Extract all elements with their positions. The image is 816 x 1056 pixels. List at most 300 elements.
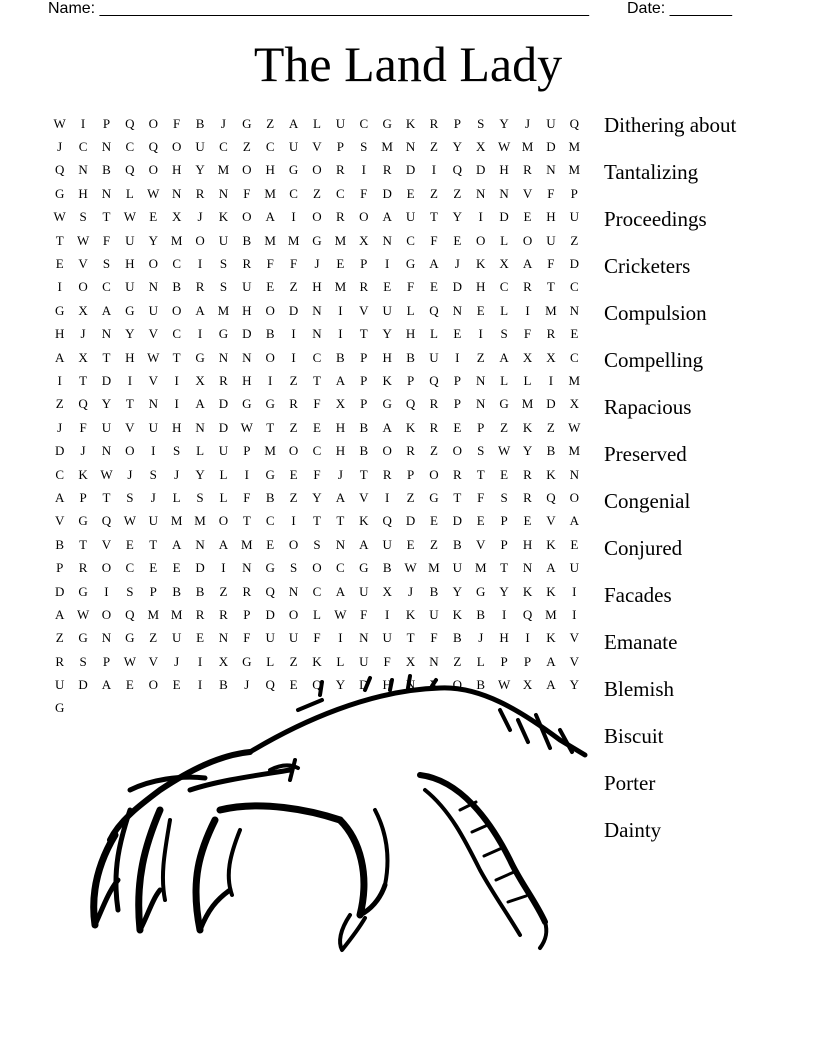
grid-cell: J <box>314 256 320 272</box>
grid-cell: I <box>338 326 343 342</box>
grid-cell: N <box>476 396 486 412</box>
grid-cell: G <box>78 513 88 529</box>
grid-cell: M <box>568 372 581 388</box>
grid-cell: E <box>125 677 134 693</box>
grid-cell: Z <box>500 419 509 435</box>
grid-cell: M <box>147 606 160 622</box>
grid-cell: W <box>123 209 136 225</box>
grid-cell: X <box>499 256 509 272</box>
grid-cell: V <box>55 513 65 529</box>
grid-cell: R <box>78 560 88 576</box>
grid-cell: D <box>359 677 369 693</box>
grid-cell: N <box>522 560 533 576</box>
grid-cell: C <box>219 139 228 155</box>
grid-cell: F <box>547 256 555 272</box>
grid-cell: N <box>335 536 346 552</box>
grid-cell: S <box>500 489 508 505</box>
grid-cell: V <box>125 419 135 435</box>
grid-cell: A <box>195 396 205 412</box>
grid-cell: J <box>174 466 180 482</box>
grid-cell: I <box>455 349 460 365</box>
grid-cell: N <box>312 326 322 342</box>
grid-cell: I <box>478 326 483 342</box>
grid-cell: R <box>406 443 415 459</box>
grid-cell: I <box>384 256 390 272</box>
grid-cell: L <box>429 326 438 342</box>
grid-cell: N <box>359 630 369 646</box>
grid-cell: L <box>125 185 134 201</box>
grid-cell: N <box>382 232 392 248</box>
grid-cell: I <box>361 162 366 178</box>
grid-cell: K <box>546 630 556 646</box>
grid-cell: Q <box>148 139 158 155</box>
grid-cell: G <box>476 583 486 599</box>
grid-cell: L <box>500 232 509 248</box>
grid-cell: Q <box>546 489 556 505</box>
grid-cell: T <box>79 536 88 552</box>
grid-cell: G <box>242 115 252 131</box>
grid-cell: I <box>291 349 296 365</box>
grid-cell: K <box>382 372 392 388</box>
grid-cell: C <box>102 279 111 295</box>
grid-cell: W <box>100 466 113 482</box>
grid-cell: H <box>476 279 486 295</box>
grid-cell: V <box>476 536 486 552</box>
grid-cell: C <box>172 256 181 272</box>
grid-cell: U <box>171 630 182 646</box>
grid-cell: O <box>78 279 88 295</box>
grid-cell: B <box>219 677 228 693</box>
grid-cell: P <box>56 560 64 576</box>
grid-cell: D <box>405 513 416 529</box>
word-list-item: Dithering about <box>604 113 737 137</box>
grid-cell: H <box>242 372 252 388</box>
grid-cell: G <box>382 396 392 412</box>
grid-cell: W <box>123 513 136 529</box>
grid-cell: P <box>336 139 344 155</box>
grid-cell: O <box>171 302 182 318</box>
grid-cell: N <box>101 185 112 201</box>
grid-cell: Q <box>382 513 392 529</box>
grid-cell: T <box>266 419 275 435</box>
grid-cell: K <box>452 606 463 622</box>
grid-cell: Y <box>148 232 158 248</box>
grid-cell: L <box>172 489 181 505</box>
grid-cell: E <box>429 279 438 295</box>
grid-cell: Q <box>312 677 322 693</box>
grid-cell: D <box>452 279 463 295</box>
grid-cell: X <box>522 677 533 693</box>
grid-cell: G <box>265 466 275 482</box>
grid-cell: X <box>522 349 533 365</box>
grid-cell: M <box>170 513 183 529</box>
grid-cell: X <box>569 396 579 412</box>
grid-cell: O <box>265 302 275 318</box>
grid-cell: C <box>336 560 345 576</box>
grid-cell: N <box>101 630 112 646</box>
grid-cell: W <box>497 677 511 693</box>
grid-cell: X <box>382 583 392 599</box>
grid-cell: Z <box>429 443 438 459</box>
grid-cell: O <box>148 677 158 693</box>
grid-cell: B <box>453 536 462 552</box>
word-list-item: Cricketers <box>604 254 691 278</box>
grid-cell: V <box>359 302 369 318</box>
grid-cell: M <box>545 606 557 622</box>
grid-cell: N <box>499 185 509 201</box>
grid-cell: E <box>476 302 485 318</box>
grid-cell: V <box>569 653 579 669</box>
grid-cell: I <box>174 372 179 388</box>
grid-cell: D <box>405 162 416 178</box>
grid-cell: A <box>522 256 533 272</box>
grid-cell: M <box>521 139 534 155</box>
grid-cell: U <box>288 139 299 155</box>
grid-cell: I <box>478 209 483 225</box>
grid-cell: G <box>429 489 439 505</box>
grid-cell: F <box>547 185 555 201</box>
grid-cell: G <box>382 115 392 131</box>
grid-cell: E <box>149 209 158 225</box>
grid-cell: Y <box>312 489 322 505</box>
grid-cell: L <box>196 443 205 459</box>
grid-cell: F <box>406 279 415 295</box>
grid-cell: M <box>217 162 230 178</box>
grid-cell: I <box>525 302 530 318</box>
grid-cell: P <box>360 349 368 365</box>
grid-cell: L <box>336 653 345 669</box>
date-field <box>627 0 732 18</box>
grid-cell: U <box>382 630 392 646</box>
grid-cell: I <box>151 443 156 459</box>
grid-cell: R <box>55 653 65 669</box>
grid-cell: M <box>287 232 300 248</box>
grid-cell: X <box>171 209 182 225</box>
grid-cell: Y <box>195 466 205 482</box>
grid-cell: T <box>102 489 111 505</box>
grid-cell: O <box>101 560 112 576</box>
grid-cell: P <box>453 372 461 388</box>
grid-cell: B <box>195 583 205 599</box>
grid-cell: U <box>195 139 205 155</box>
grid-cell: O <box>312 560 322 576</box>
grid-cell: B <box>382 560 392 576</box>
grid-cell: S <box>219 256 228 272</box>
grid-cell: B <box>429 583 439 599</box>
grid-cell: P <box>453 115 461 131</box>
grid-cell: I <box>221 560 226 576</box>
grid-cell: W <box>123 653 136 669</box>
grid-cell: Q <box>101 513 112 529</box>
grid-cell: K <box>522 583 533 599</box>
grid-cell: S <box>477 115 485 131</box>
grid-cell: Z <box>55 630 64 646</box>
grid-cell: Z <box>476 349 485 365</box>
grid-cell: H <box>546 209 556 225</box>
date-label: Date: <box>627 0 670 17</box>
grid-cell: W <box>497 443 511 459</box>
grid-cell: V <box>148 372 158 388</box>
grid-cell: W <box>76 606 90 622</box>
grid-cell: A <box>288 115 299 131</box>
grid-cell: T <box>500 560 509 576</box>
grid-cell: R <box>195 279 205 295</box>
grid-cell: B <box>359 443 369 459</box>
grid-cell: D <box>55 583 65 599</box>
grid-cell: J <box>337 466 343 482</box>
grid-cell: O <box>101 606 112 622</box>
grid-cell: W <box>53 209 66 225</box>
grid-cell: J <box>57 139 63 155</box>
grid-cell: T <box>429 209 438 225</box>
grid-cell: G <box>55 185 65 201</box>
grid-cell: U <box>125 279 135 295</box>
grid-cell: C <box>265 139 275 155</box>
grid-cell: R <box>382 162 392 178</box>
grid-cell: U <box>429 606 439 622</box>
grid-cell: P <box>406 372 415 388</box>
grid-cell: U <box>546 232 556 248</box>
grid-cell: K <box>405 606 416 622</box>
grid-cell: M <box>217 302 230 318</box>
grid-cell: H <box>55 326 65 342</box>
grid-cell: M <box>568 162 581 178</box>
grid-cell: O <box>148 115 158 131</box>
grid-cell: Z <box>289 489 298 505</box>
grid-cell: V <box>101 536 112 552</box>
grid-cell: D <box>546 396 556 412</box>
grid-cell: M <box>264 232 276 248</box>
grid-cell: I <box>197 653 203 669</box>
grid-cell: S <box>173 443 181 459</box>
grid-cell: I <box>572 583 577 599</box>
grid-cell: O <box>195 232 205 248</box>
grid-cell: Z <box>406 489 415 505</box>
grid-cell: J <box>408 583 414 599</box>
grid-cell: D <box>476 162 486 178</box>
grid-cell: E <box>125 536 134 552</box>
grid-cell: P <box>570 185 578 201</box>
grid-cell: R <box>523 162 532 178</box>
grid-cell: D <box>546 139 556 155</box>
grid-cell: A <box>335 489 346 505</box>
grid-cell: A <box>546 560 556 576</box>
letter-grid <box>48 112 586 720</box>
grid-cell: J <box>80 443 86 459</box>
grid-cell: A <box>101 302 112 318</box>
grid-cell: B <box>265 489 275 505</box>
grid-cell: E <box>500 466 509 482</box>
grid-cell: Z <box>453 653 462 669</box>
grid-cell: Q <box>265 677 275 693</box>
grid-cell: H <box>382 677 392 693</box>
grid-cell: Y <box>125 326 135 342</box>
grid-cell: Y <box>452 209 463 225</box>
grid-cell: K <box>312 653 322 669</box>
grid-cell: C <box>125 560 135 576</box>
grid-cell: C <box>172 326 181 342</box>
grid-cell: U <box>125 232 135 248</box>
claw-icon <box>40 660 600 960</box>
grid-cell: U <box>359 653 369 669</box>
grid-cell: N <box>101 443 112 459</box>
grid-cell: T <box>102 209 111 225</box>
grid-cell: O <box>312 162 322 178</box>
grid-cell: L <box>219 489 228 505</box>
grid-cell: Z <box>149 630 158 646</box>
grid-cell: W <box>53 115 66 131</box>
grid-cell: N <box>171 185 182 201</box>
grid-cell: F <box>313 396 321 412</box>
grid-cell: O <box>312 209 322 225</box>
grid-cell: Y <box>382 326 392 342</box>
grid-cell: U <box>218 232 229 248</box>
grid-cell: J <box>220 115 226 131</box>
grid-cell: P <box>500 653 508 669</box>
grid-cell: D <box>569 256 579 272</box>
grid-cell: I <box>104 583 109 599</box>
grid-cell: J <box>454 256 460 272</box>
grid-cell: F <box>523 326 532 342</box>
grid-cell: Q <box>405 396 416 412</box>
grid-cell: Z <box>570 232 579 248</box>
grid-cell: T <box>79 372 88 388</box>
grid-cell: L <box>406 302 415 318</box>
grid-cell: I <box>525 630 530 646</box>
grid-cell: O <box>148 256 158 272</box>
grid-cell: E <box>570 326 579 342</box>
grid-cell: I <box>291 513 296 529</box>
grid-cell: R <box>359 279 369 295</box>
grid-cell: H <box>125 349 135 365</box>
grid-cell: N <box>101 139 112 155</box>
grid-cell: I <box>197 677 203 693</box>
grid-cell: E <box>196 630 205 646</box>
grid-cell: B <box>453 630 462 646</box>
grid-cell: M <box>241 536 253 552</box>
grid-cell: Q <box>265 583 275 599</box>
grid-cell: Q <box>522 606 533 622</box>
grid-cell: G <box>78 630 88 646</box>
grid-cell: K <box>405 419 416 435</box>
word-list-item: Compulsion <box>604 301 707 325</box>
grid-cell: H <box>125 256 135 272</box>
grid-cell: A <box>101 677 112 693</box>
grid-cell: E <box>55 256 64 272</box>
grid-cell: E <box>172 560 181 576</box>
grid-cell: T <box>359 466 368 482</box>
grid-cell: V <box>569 630 579 646</box>
grid-cell: W <box>76 232 90 248</box>
grid-cell: A <box>546 677 556 693</box>
grid-cell: T <box>149 536 158 552</box>
grid-cell: I <box>548 372 554 388</box>
grid-cell: Z <box>313 185 321 201</box>
grid-cell: Z <box>453 185 462 201</box>
grid-cell: I <box>57 279 62 295</box>
grid-cell: B <box>265 326 275 342</box>
grid-cell: X <box>359 232 369 248</box>
grid-cell: O <box>218 513 229 529</box>
grid-cell: I <box>174 396 179 412</box>
grid-cell: T <box>313 372 321 388</box>
grid-cell: U <box>148 513 158 529</box>
grid-cell: C <box>406 232 415 248</box>
grid-cell: J <box>478 630 484 646</box>
grid-cell: R <box>336 162 345 178</box>
grid-cell: P <box>360 256 368 272</box>
grid-cell: U <box>242 279 252 295</box>
grid-cell: K <box>546 536 556 552</box>
grid-cell: E <box>289 677 298 693</box>
grid-cell: Y <box>452 139 463 155</box>
grid-cell: H <box>171 419 182 435</box>
grid-cell: T <box>406 630 415 646</box>
grid-cell: Q <box>569 115 579 131</box>
grid-cell: X <box>476 139 486 155</box>
grid-cell: R <box>429 115 439 131</box>
grid-cell: N <box>405 139 416 155</box>
grid-cell: S <box>79 653 87 669</box>
name-field <box>48 0 589 18</box>
grid-cell: A <box>499 349 509 365</box>
grid-cell: Q <box>125 115 135 131</box>
grid-cell: Y <box>569 677 579 693</box>
grid-cell: I <box>291 209 296 225</box>
grid-cell: D <box>101 372 112 388</box>
grid-cell: K <box>78 466 88 482</box>
grid-cell: W <box>147 185 160 201</box>
grid-cell: X <box>218 653 229 669</box>
grid-cell: E <box>172 677 181 693</box>
grid-cell: T <box>313 513 321 529</box>
grid-cell: V <box>359 489 369 505</box>
grid-cell: W <box>334 606 347 622</box>
grid-cell: U <box>359 583 369 599</box>
grid-cell: G <box>195 349 205 365</box>
grid-cell: B <box>546 443 556 459</box>
grid-cell: F <box>266 256 274 272</box>
grid-cell: C <box>499 279 509 295</box>
grid-cell: C <box>125 139 135 155</box>
grid-cell: H <box>499 162 509 178</box>
grid-cell: O <box>242 209 252 225</box>
grid-cell: I <box>384 489 390 505</box>
grid-cell: U <box>265 630 275 646</box>
grid-cell: F <box>243 630 251 646</box>
grid-cell: F <box>313 466 321 482</box>
grid-cell: G <box>242 396 252 412</box>
grid-cell: N <box>429 653 439 669</box>
grid-cell: U <box>288 630 299 646</box>
grid-cell: Z <box>429 536 438 552</box>
grid-cell: N <box>288 583 299 599</box>
grid-cell: U <box>148 302 158 318</box>
grid-cell: S <box>360 139 368 155</box>
grid-cell: A <box>569 513 579 529</box>
grid-cell: Z <box>289 653 298 669</box>
grid-cell: M <box>381 139 393 155</box>
grid-cell: F <box>173 115 181 131</box>
grid-cell: B <box>195 115 205 131</box>
grid-cell: Z <box>289 279 298 295</box>
grid-cell: A <box>382 209 392 225</box>
grid-cell: D <box>55 443 65 459</box>
grid-cell: V <box>148 326 158 342</box>
grid-cell: I <box>57 372 62 388</box>
grid-cell: N <box>452 302 463 318</box>
grid-cell: X <box>78 302 88 318</box>
